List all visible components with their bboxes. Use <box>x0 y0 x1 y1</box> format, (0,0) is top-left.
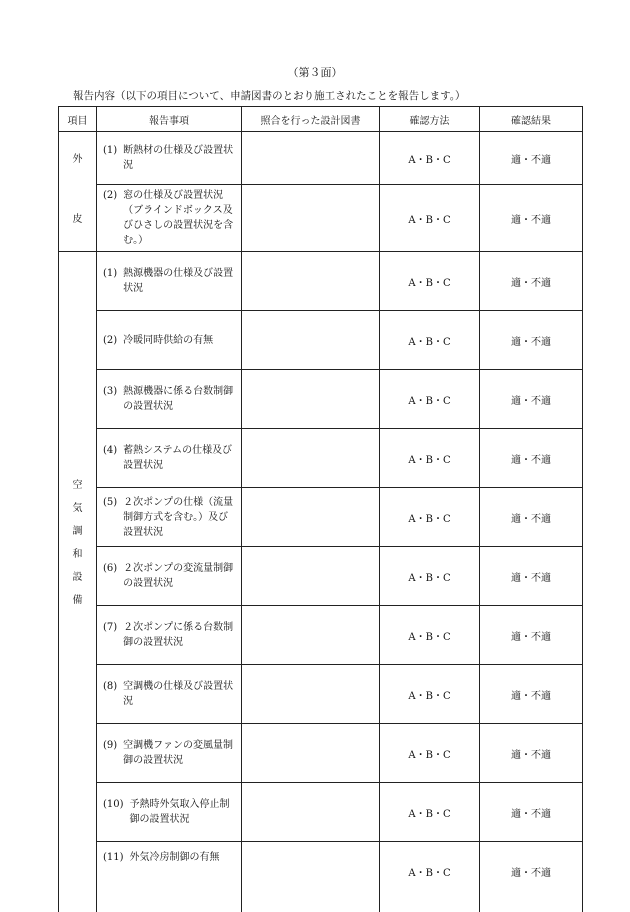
table-row <box>59 783 583 842</box>
report-matter: (1) 断熱材の仕様及び設置状況 <box>97 132 242 185</box>
table-row <box>59 429 583 488</box>
method-cell[interactable]: A・B・C <box>380 132 480 185</box>
drawing-cell[interactable] <box>242 429 380 488</box>
result-cell[interactable]: 適・不適 <box>480 606 583 665</box>
method-cell[interactable]: A・B・C <box>380 665 480 724</box>
table-row <box>59 488 583 547</box>
header-method: 確認方法 <box>380 107 480 132</box>
report-intro: 報告内容（以下の項目について、申請図書のとおり施工されたことを報告します。） <box>73 88 466 103</box>
report-matter: (6) ２次ポンプの変流量制御の設置状況 <box>97 547 242 606</box>
method-cell[interactable]: A・B・C <box>380 311 480 370</box>
table-row <box>59 547 583 606</box>
report-matter: (2) 窓の仕様及び設置状況（ブラインドボックス及びひさしの設置状況を含む。） <box>97 185 242 252</box>
header-drawing: 照合を行った設計図書 <box>242 107 380 132</box>
result-cell[interactable]: 適・不適 <box>480 132 583 185</box>
report-matter: (10) 予熱時外気取入停止制御の設置状況 <box>97 783 242 842</box>
method-cell[interactable]: A・B・C <box>380 606 480 665</box>
drawing-cell[interactable] <box>242 311 380 370</box>
result-cell[interactable]: 適・不適 <box>480 547 583 606</box>
result-cell[interactable]: 適・不適 <box>480 488 583 547</box>
drawing-cell[interactable] <box>242 724 380 783</box>
table-row <box>59 252 583 311</box>
drawing-cell[interactable] <box>242 488 380 547</box>
result-cell[interactable]: 適・不適 <box>480 252 583 311</box>
drawing-cell[interactable] <box>242 665 380 724</box>
report-matter: (4) 蓄熱システムの仕様及び設置状況 <box>97 429 242 488</box>
drawing-cell[interactable] <box>242 606 380 665</box>
result-cell[interactable]: 適・不適 <box>480 724 583 783</box>
header-result: 確認結果 <box>480 107 583 132</box>
method-cell[interactable]: A・B・C <box>380 185 480 252</box>
result-cell[interactable]: 適・不適 <box>480 783 583 842</box>
drawing-cell[interactable] <box>242 132 380 185</box>
report-matter: (9) 空調機ファンの変風量制御の設置状況 <box>97 724 242 783</box>
report-matter: (5) ２次ポンプの仕様（流量制御方式を含む。）及び設置状況 <box>97 488 242 547</box>
result-cell[interactable]: 適・不適 <box>480 311 583 370</box>
method-cell[interactable]: A・B・C <box>380 488 480 547</box>
method-cell[interactable]: A・B・C <box>380 783 480 842</box>
drawing-cell[interactable] <box>242 547 380 606</box>
result-cell[interactable]: 適・不適 <box>480 665 583 724</box>
report-matter: (11) 外気冷房制御の有無 <box>97 842 242 912</box>
table-row <box>59 370 583 429</box>
table-row <box>59 724 583 783</box>
method-cell[interactable]: A・B・C <box>380 252 480 311</box>
drawing-cell[interactable] <box>242 842 380 912</box>
header-matter: 報告事項 <box>97 107 242 132</box>
method-cell[interactable]: A・B・C <box>380 429 480 488</box>
drawing-cell[interactable] <box>242 185 380 252</box>
item-kuchou: 空 気 調 和 設 備 <box>59 252 97 912</box>
report-matter: (3) 熱源機器に係る台数制御の設置状況 <box>97 370 242 429</box>
method-cell[interactable]: A・B・C <box>380 547 480 606</box>
method-cell[interactable]: A・B・C <box>380 724 480 783</box>
item-gaihi: 外 皮 <box>59 132 97 252</box>
report-matter: (8) 空調機の仕様及び設置状況 <box>97 665 242 724</box>
header-item: 項目 <box>59 107 97 132</box>
result-cell[interactable]: 適・不適 <box>480 842 583 912</box>
page-number: （第３面） <box>0 64 630 80</box>
report-matter: (2) 冷暖同時供給の有無 <box>97 311 242 370</box>
report-table <box>58 106 583 912</box>
drawing-cell[interactable] <box>242 370 380 429</box>
method-cell[interactable]: A・B・C <box>380 842 480 912</box>
drawing-cell[interactable] <box>242 252 380 311</box>
table-row <box>59 185 583 252</box>
report-matter: (7) ２次ポンプに係る台数制御の設置状況 <box>97 606 242 665</box>
result-cell[interactable]: 適・不適 <box>480 429 583 488</box>
table-row <box>59 842 583 912</box>
report-matter: (1) 熱源機器の仕様及び設置状況 <box>97 252 242 311</box>
result-cell[interactable]: 適・不適 <box>480 185 583 252</box>
drawing-cell[interactable] <box>242 783 380 842</box>
table-row <box>59 132 583 185</box>
result-cell[interactable]: 適・不適 <box>480 370 583 429</box>
header-row <box>59 107 583 132</box>
table-row <box>59 606 583 665</box>
method-cell[interactable]: A・B・C <box>380 370 480 429</box>
table-row <box>59 311 583 370</box>
table-row <box>59 665 583 724</box>
